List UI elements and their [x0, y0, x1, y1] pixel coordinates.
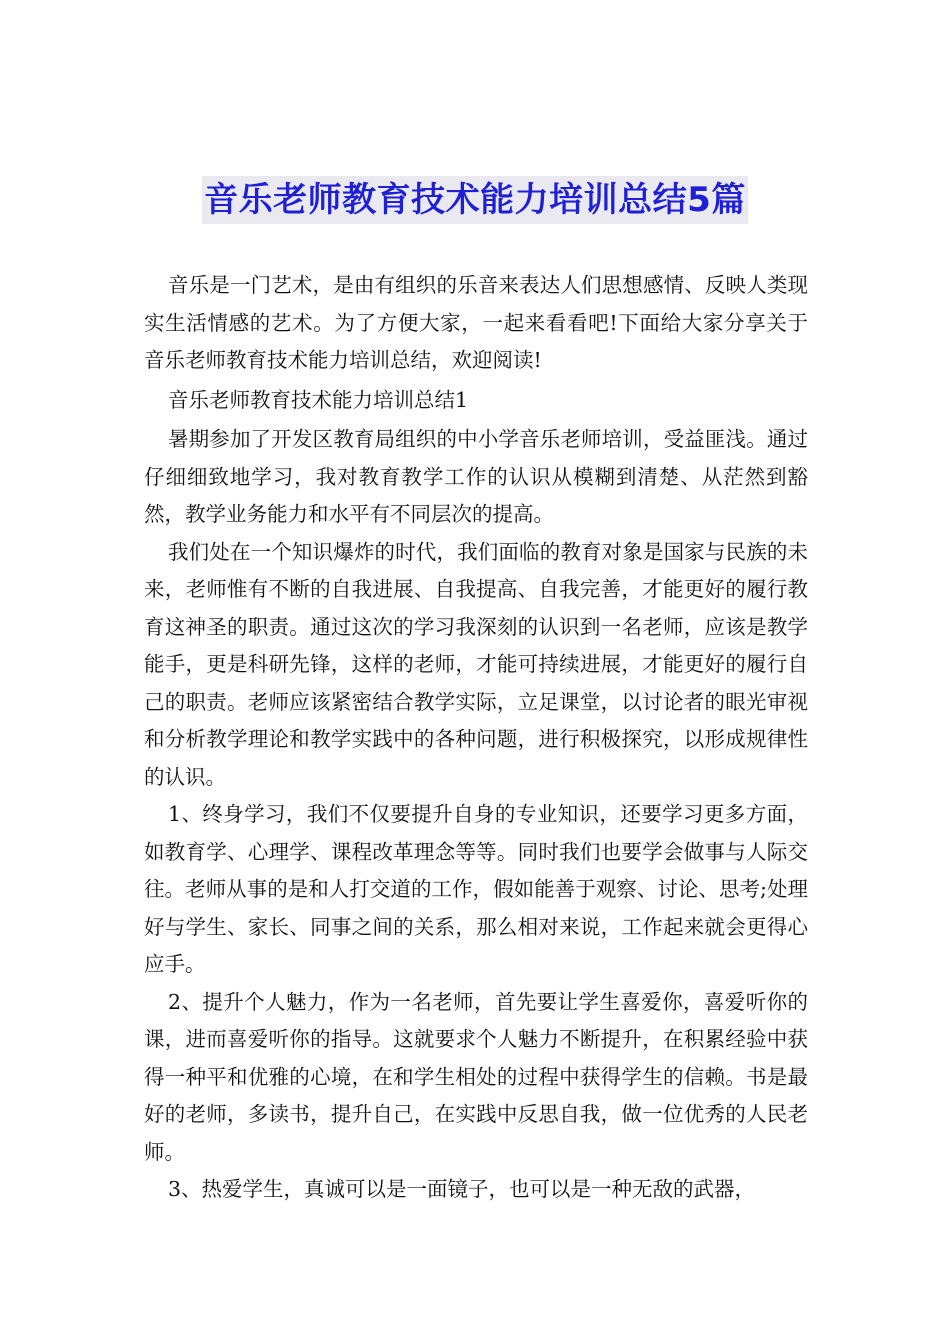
body-paragraph: 2、提升个人魅力，作为一名老师，首先要让学生喜爱你，喜爱听你的课，进而喜爱听你的指导。这就要求个人魅力不断提升，在积累经验中获得一种平和优雅的心境，在和学生相处的过程中获得学生的信赖。书是最好的老师，多读书，提升自己，在实践中反思自我，做一位优秀的人民老师。	[144, 989, 808, 1164]
body-paragraph: 我们处在一个知识爆炸的时代，我们面临的教育对象是国家与民族的未来，老师惟有不断的自我进展、自我提高、自我完善，才能更好的履行教育这神圣的职责。通过这次的学习我深刻的认识到一名老师，应该是教学能手，更是科研先锋，这样的老师，才能可持续进展，才能更好的履行自己的职责。老师应该紧密结合教学实际，立足课堂，以讨论者的眼光审视和分析教学理论和教学实践中的各种问题，进行积极探究，以形成规律性的认识。	[144, 539, 808, 789]
body-paragraph: 1、终身学习，我们不仅要提升自身的专业知识，还要学习更多方面，如教育学、心理学、课程改革理念等等。同时我们也要学会做事与人际交往。老师从事的是和人打交道的工作，假如能善于观察、讨论、思考;处理好与学生、家长、同事之间的关系，那么相对来说，工作起来就会更得心应手。	[144, 802, 808, 976]
title-container	[0, 176, 950, 224]
document-body	[144, 267, 808, 1209]
document-title: 音乐老师教育技术能力培训总结5篇	[202, 176, 748, 224]
section-heading-1: 音乐老师教育技术能力培训总结1	[168, 387, 469, 412]
body-paragraph: 暑期参加了开发区教育局组织的中小学音乐老师培训，受益匪浅。通过仔细细致地学习，我对教育教学工作的认识从模糊到清楚、从茫然到豁然，教学业务能力和水平有不同层次的提高。	[144, 427, 808, 526]
intro-paragraph: 音乐是一门艺术，是由有组织的乐音来表达人们思想感情、反映人类现实生活情感的艺术。为了方便大家，一起来看看吧!下面给大家分享关于音乐老师教育技术能力培训总结，欢迎阅读!	[144, 273, 808, 372]
body-paragraph: 3、热爱学生，真诚可以是一面镜子，也可以是一种无敌的武器，	[168, 1177, 756, 1201]
